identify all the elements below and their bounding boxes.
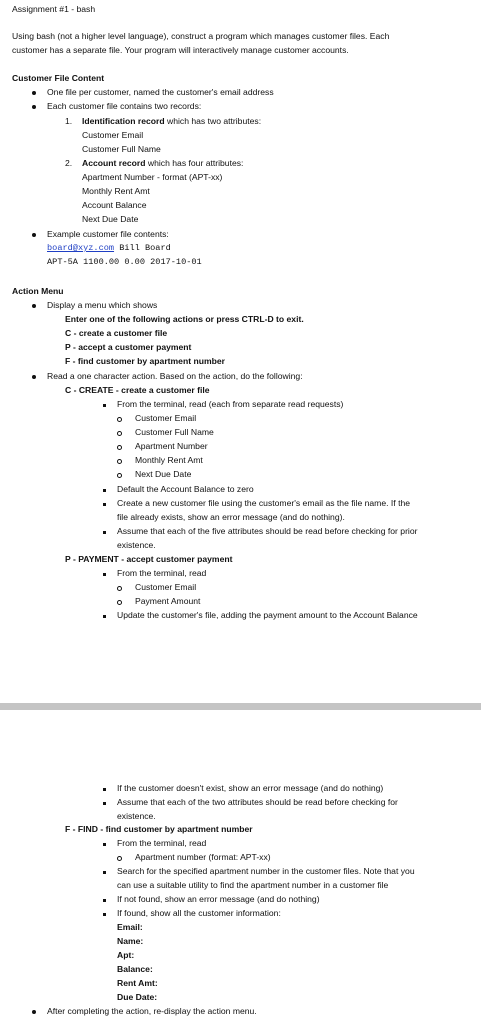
bullet-icon [32,91,36,95]
example-line-2: APT-5A 1100.00 0.00 2017-10-01 [47,257,202,267]
square-bullet-icon [103,573,106,576]
create-file-line-1: Create a new customer file using the customer's email as the file name. If the [117,498,411,508]
find-not-found-line: If not found, show an error message (and do nothing) [117,894,320,904]
square-bullet-icon [103,802,106,805]
action-menu-heading: Action Menu [12,286,64,296]
create-field: Next Due Date [135,469,192,479]
payment-heading: P - PAYMENT - accept customer payment [65,554,233,564]
example-label: Example customer file contents: [47,229,169,239]
create-heading: C - CREATE - create a customer file [65,385,210,395]
payment-update-line: Update the customer's file, adding the payment amount to the Account Balance [117,610,418,620]
circle-bullet-icon [117,417,122,422]
circle-bullet-icon [117,856,122,861]
info-label: Apt: [117,950,135,960]
info-label: Balance: [117,964,153,974]
square-bullet-icon [103,843,106,846]
square-bullet-icon [103,615,106,618]
payment-not-exist-line: If the customer doesn't exist, show an error message (and do nothing) [117,783,384,793]
record-2-description: Account record which has four attributes: [82,158,244,168]
find-read-line: From the terminal, read [117,838,207,848]
record-1-number: 1. [65,116,73,126]
menu-line: P - accept a customer payment [65,342,192,352]
final-bullet: After completing the action, re-display the action menu. [47,1006,257,1016]
menu-line: Enter one of the following actions or press CTRL-D to exit. [65,314,304,324]
example-email-link[interactable]: board@xyz.com [47,243,115,253]
circle-bullet-icon [117,473,122,478]
assignment-title: Assignment #1 - bash [12,4,96,14]
create-assume-line-1: Assume that each of the five attributes should be read before checking for prior [117,526,418,536]
square-bullet-icon [103,871,106,874]
create-field: Apartment Number [135,441,208,451]
info-label: Name: [117,936,144,946]
record-1-description: Identification record which has two attributes: [82,116,262,126]
square-bullet-icon [103,489,106,492]
info-label: Email: [117,922,143,932]
record-2-number: 2. [65,158,73,168]
create-assume-line-2: existence. [117,540,156,550]
record-1-attr: Customer Email [82,130,144,140]
content-bullet-1: One file per customer, named the customer's email address [47,87,274,97]
record-2-attr: Monthly Rent Amt [82,186,150,196]
record-2-attr: Next Due Date [82,214,139,224]
intro-line-2: customer has a separate file. Your program will interactively manage customer accounts. [12,45,349,55]
find-field: Apartment number (format: APT-xx) [135,852,271,862]
payment-field: Customer Email [135,582,197,592]
action-bullet-2: Read a one character action. Based on the action, do the following: [47,371,303,381]
bullet-icon [32,105,36,109]
circle-bullet-icon [117,431,122,436]
find-found-line: If found, show all the customer information: [117,908,281,918]
circle-bullet-icon [117,459,122,464]
square-bullet-icon [103,404,106,407]
customer-file-content-heading: Customer File Content [12,73,105,83]
bullet-icon [32,304,36,308]
square-bullet-icon [103,899,106,902]
page-break [0,700,481,718]
payment-assume-line-2: existence. [117,811,156,821]
square-bullet-icon [103,503,106,506]
payment-read-line: From the terminal, read [117,568,207,578]
record-2-attr: Apartment Number - format (APT-xx) [82,172,223,182]
record-1-attr: Customer Full Name [82,144,161,154]
find-search-line-1: Search for the specified apartment number in the customer files. Note that you [117,866,415,876]
intro-line-1: Using bash (not a higher level language), construct a program which manages customer files. Each [12,31,390,41]
menu-line: C - create a customer file [65,328,168,338]
menu-line: F - find customer by apartment number [65,356,225,366]
record-2-attr: Account Balance [82,200,147,210]
create-read-line: From the terminal, read (each from separate read requests) [117,399,344,409]
create-file-line-2: file already exists, show an error message (and do nothing). [117,512,345,522]
bullet-icon [32,1010,36,1014]
document-page-2 [0,718,481,1024]
find-heading: F - FIND - find customer by apartment number [65,824,253,834]
example-line-1: board@xyz.com Bill Board [47,243,171,253]
square-bullet-icon [103,531,106,534]
create-field: Customer Full Name [135,427,214,437]
info-label: Rent Amt: [117,978,158,988]
page-separator-bar [0,703,481,710]
circle-bullet-icon [117,586,122,591]
create-default-line: Default the Account Balance to zero [117,484,254,494]
square-bullet-icon [103,788,106,791]
bullet-icon [32,233,36,237]
payment-assume-line-1: Assume that each of the two attributes should be read before checking for [117,797,398,807]
circle-bullet-icon [117,600,122,605]
content-bullet-2: Each customer file contains two records: [47,101,202,111]
find-search-line-2: can use a suitable utility to find the apartment number in a customer file [117,880,389,890]
payment-field: Payment Amount [135,596,201,606]
info-label: Due Date: [117,992,158,1002]
create-field: Customer Email [135,413,197,423]
circle-bullet-icon [117,445,122,450]
square-bullet-icon [103,913,106,916]
bullet-icon [32,375,36,379]
create-field: Monthly Rent Amt [135,455,203,465]
action-bullet-1: Display a menu which shows [47,300,158,310]
